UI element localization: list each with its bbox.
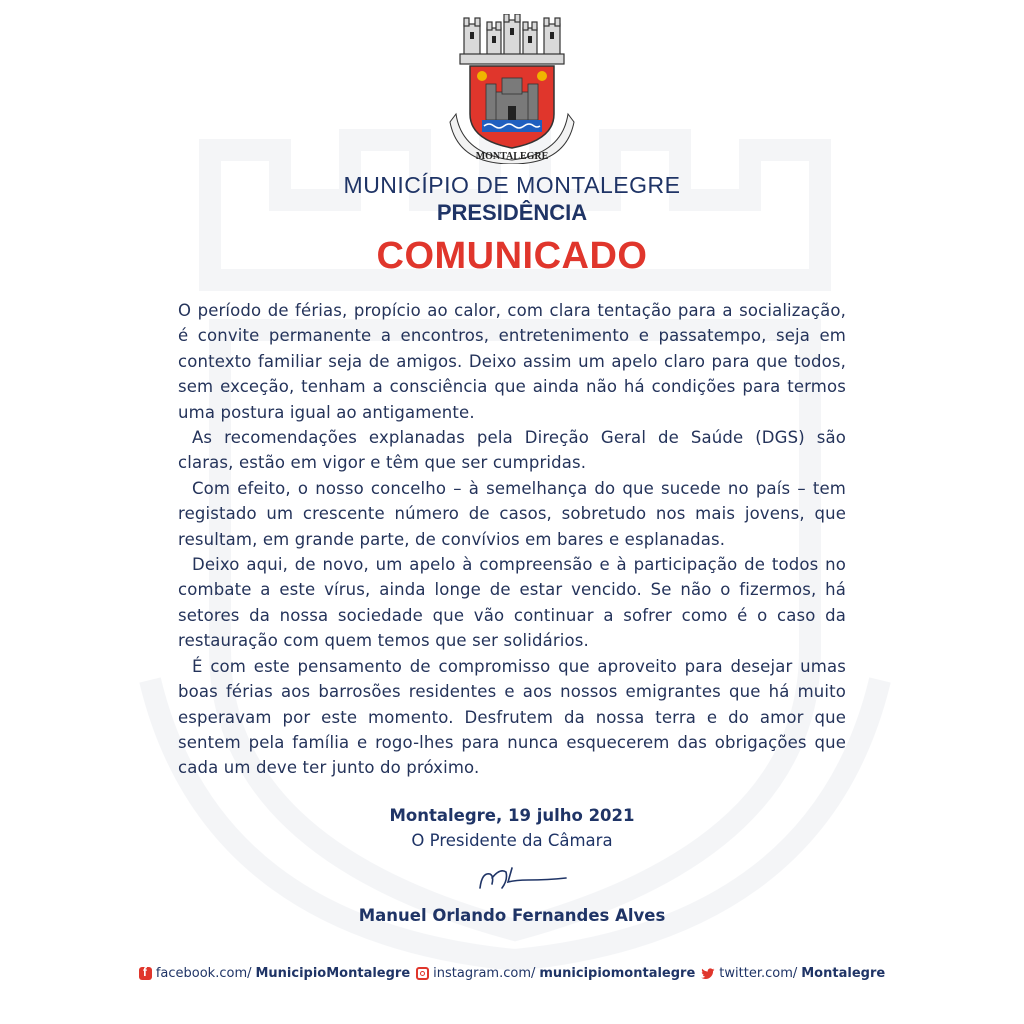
facebook-handle: MunicipioMontalegre <box>255 966 411 981</box>
paragraph: O período de férias, propício ao calor, com clara tentação para a socialização, é convite permanente a encontros, entretenimento e passatempo, seja em contexto familiar seja de amigos. Deixo assim um apelo claro para que todos, sem exceção, tenham a consciência que ainda não há condições para termos uma postura igual ao antigamente. <box>178 301 846 422</box>
page-title: COMUNICADO <box>376 235 648 277</box>
twitter-prefix: twitter.com/ <box>719 966 798 981</box>
signer-role: O Presidente da Câmara <box>411 831 613 850</box>
instagram-handle: municipiomontalegre <box>539 966 696 981</box>
twitter-link[interactable] <box>701 966 885 981</box>
facebook-link[interactable] <box>139 966 410 981</box>
twitter-handle: Montalegre <box>801 966 886 981</box>
statement-body <box>178 298 846 781</box>
instagram-link[interactable] <box>416 966 695 981</box>
place-and-date: Montalegre, 19 julho 2021 <box>389 806 635 825</box>
facebook-prefix: facebook.com/ <box>155 966 252 981</box>
handwritten-signature <box>472 858 572 898</box>
instagram-icon <box>416 967 429 980</box>
twitter-icon <box>701 968 715 980</box>
signer-name: Manuel Orlando Fernandes Alves <box>358 906 666 925</box>
social-links-footer <box>0 966 1024 981</box>
municipality-name: MUNICÍPIO DE MONTALEGRE <box>343 172 681 198</box>
paragraph: É com este pensamento de compromisso que aproveito para desejar umas boas férias aos barrosões residentes e aos nossos emigrantes que há muito esperavam por este momento. Desfrutem da nossa terra e do amor que sentem pela família e rogo-lhes para nunca esquecerem das obrigações que cada um deve ter junto do próximo. <box>178 656 846 778</box>
instagram-prefix: instagram.com/ <box>433 966 536 981</box>
paragraph: Deixo aqui, de novo, um apelo à compreensão e à participação de todos no combate a este vírus, ainda longe de estar vencido. Se não o fizermos, há setores da nossa sociedade que vão continuar a sofrer como é o caso da restauração com quem temos que ser solidários. <box>178 555 846 651</box>
paragraph: Com efeito, o nosso concelho – à semelhança do que sucede no país – tem registado um crescente número de casos, sobretudo nos mais jovens, que resultam, em grande parte, de convívios em bares e esplanadas. <box>178 478 846 549</box>
municipal-crest-logo <box>442 14 582 164</box>
office-name: PRESIDÊNCIA <box>436 200 588 225</box>
crest-banner-text: MONTALEGRE <box>475 151 549 162</box>
facebook-icon <box>139 967 152 980</box>
paragraph: As recomendações explanadas pela Direção Geral de Saúde (DGS) são claras, estão em vigor e têm que ser cumpridas. <box>178 428 846 473</box>
